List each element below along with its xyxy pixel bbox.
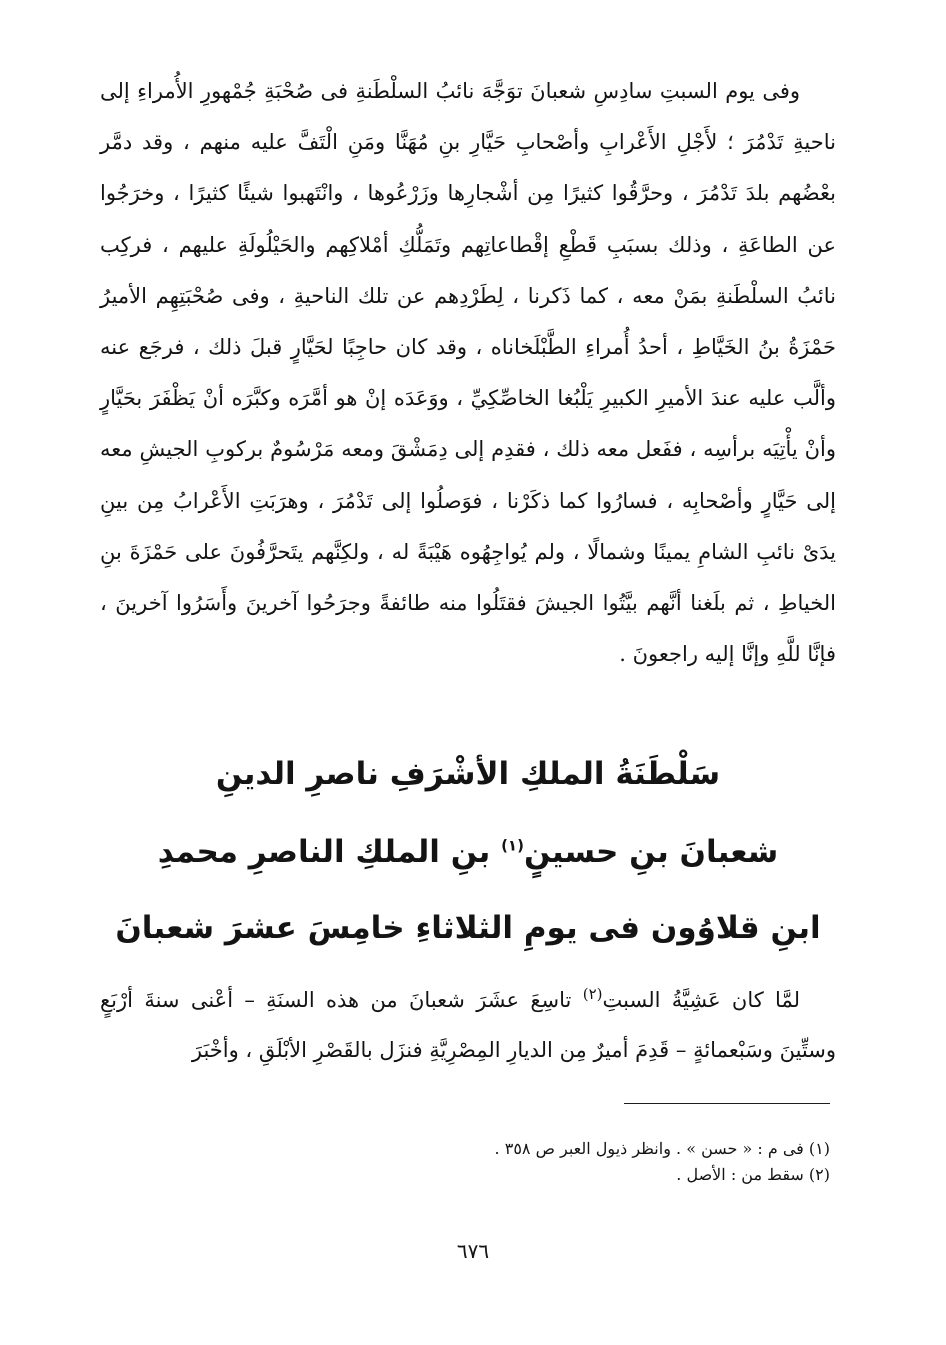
section-paragraph	[100, 975, 836, 1075]
section-title-line-2-start: شعبانَ بنِ حسينٍ	[523, 834, 779, 870]
page-number: ٦٧٦	[456, 1239, 490, 1263]
footnotes	[100, 1136, 830, 1188]
section-title-line-3: ابنِ قلاوُون فى يومِ الثلاثاءِ خامِسَ عشرَ شعبانَ	[115, 910, 821, 946]
footnote-2: (٢) سقط من : الأصل .	[676, 1165, 830, 1184]
section-paragraph-start: لمَّا كان عَشِيَّةُ السبتِ	[602, 988, 800, 1012]
section-title-line-2	[100, 832, 836, 872]
section-text	[100, 975, 836, 1075]
main-text	[100, 66, 836, 680]
main-paragraph: وفى يوم السبتِ سادِسِ شعبانَ توَجَّهَ نائبُ السلْطَنةِ فى صُحْبَةِ جُمْهورِ الأُمراءِ إلى ناحيةِ تَدْمُرَ ؛ لأَجْلِ الأَعْرابِ وأصْحابِ حَيَّارِ بنِ مُهَنَّا ومَنِ الْتَفَّ عليه منهم ، وقد دمَّر بعْضُهم بلدَ تَدْمُرَ ، وحرَّقُوا كثيرًا مِن أشْجارِها وزَرْعُوها ، وانْتَهبوا شيئًا كثيرًا ، وخرَجُوا عن الطاعَةِ ، وذلك بسبَبِ قَطْعِ إقْطاعاتِهم وتَمَلُّكِ أمْلاكِهم والحَيْلُولَةِ عليهم ، فركِب نائبُ السلْطَنةِ بمَنْ معه ، كما ذَكرنا ، لِطَرْدِهم عن تلك الناحيةِ ، وفى صُحْبَتِهِم الأميرُ حَمْزَةُ بنُ الخَيَّاطِ ، أحدُ أُمراءِ الطَّبْلَخاناه ، وقد كان حاجِبًا لحَيَّارٍ قبلَ ذلك ، فرجَع عنه وألَّب عليه عندَ الأميرِ الكبيرِ يَلْبُغا الخاصِّكِيِّ ، ووَعَدَه إنْ هو أمَّرَه وكبَّرَه أنْ يَظْفَرَ بحَيَّارٍ وأنْ يأْتِيَه برأسِه ، ففَعل معه ذلك ، فقدِم إلى دِمَشْقَ ومعه مَرْسُومٌ بركوبِ الجيشِ معه إلى حَيَّارٍ وأصْحابِه ، فسارُوا كما ذكَرْنا ، فوَصلُوا إلى تَدْمُرَ ، وهرَبَتِ الأَعْرابُ مِن بينِ يدَىْ نائبِ الشامِ يمينًا وشمالًا ، ولم يُواجِهُوه هَيْبَةً له ، ولكِنَّهم يتَحرَّفُونَ على حَمْزَةَ بنِ الخياطِ ، ثم بلَغنا أنَّهم بيَّتُوا الجيشَ فقتَلُوا منه طائفةً وجرَحُوا آخرينَ وأَسَرُوا آخرينَ ، فإنَّا للَّهِ وإنَّا إليه راجعونَ .	[100, 79, 836, 667]
section-paragraph-end: تاسِعَ عشَرَ شعبانَ من هذه السنَةِ – أعْنى سنةَ أرْبَعٍ وستِّينَ وسَبْعمائةٍ – قَدِمَ أميرٌ مِن الديارِ المِصْرِيَّةِ فنزَل بالقَصْرِ الأبْلَقِ ، وأخْبَرَ	[100, 988, 836, 1062]
section-title-line-2-end: بنِ الملكِ الناصرِ محمدِ	[157, 834, 491, 870]
footnote-marker-2: (٢)	[582, 985, 603, 1003]
section-title-line-1: سَلْطَنَةُ الملكِ الأشْرَفِ ناصرِ الدينِ	[215, 756, 721, 792]
footnote-marker-1: (١)	[501, 836, 524, 855]
footnote-divider	[624, 1103, 830, 1104]
footnote-1: (١) فى م : « حسن » . وانظر ذيول العبر ص ٣٥٨ .	[494, 1139, 830, 1158]
